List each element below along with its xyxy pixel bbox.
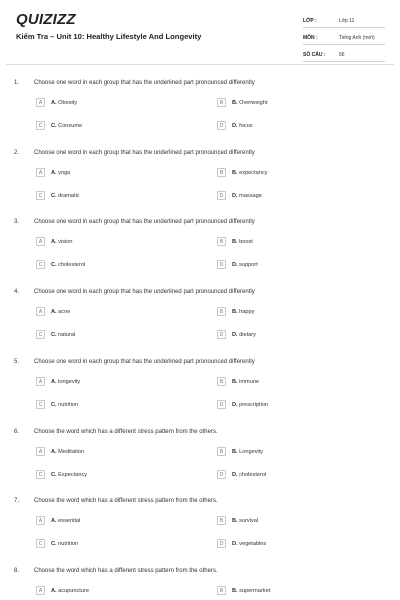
- option-a[interactable]: [36, 167, 70, 178]
- option-letter-box[interactable]: A: [36, 447, 45, 456]
- option-d[interactable]: [217, 120, 253, 131]
- question-number: 3.: [14, 219, 20, 225]
- question-number: 6.: [14, 429, 20, 435]
- option-a[interactable]: [36, 585, 89, 596]
- option-label: C.: [51, 122, 57, 129]
- option-text: [232, 262, 258, 268]
- option-label: C.: [51, 192, 57, 199]
- option-value: massage: [239, 192, 262, 199]
- option-b[interactable]: [217, 306, 254, 317]
- option-letter-box[interactable]: C: [36, 400, 45, 409]
- option-letter-box[interactable]: D: [217, 330, 226, 339]
- option-c[interactable]: [36, 259, 85, 270]
- option-value: cholesterol: [239, 471, 267, 478]
- option-text: [51, 402, 78, 408]
- meta-value: Tiếng Anh (mới): [339, 35, 375, 41]
- option-d[interactable]: [217, 329, 256, 340]
- option-value: Longevity: [239, 448, 264, 455]
- option-text: [232, 518, 258, 524]
- option-letter-box[interactable]: D: [217, 539, 226, 548]
- option-value: acne: [58, 308, 71, 315]
- option-text: [51, 472, 87, 478]
- option-b[interactable]: [217, 446, 263, 457]
- option-label: C.: [51, 471, 57, 478]
- option-label: D.: [232, 122, 238, 129]
- option-letter-box[interactable]: A: [36, 516, 45, 525]
- option-text: [51, 262, 85, 268]
- option-b[interactable]: [217, 236, 253, 247]
- option-d[interactable]: [217, 469, 266, 480]
- option-value: dramatic: [58, 192, 80, 199]
- option-label: C.: [51, 261, 57, 268]
- option-text: [51, 100, 77, 106]
- option-label: B.: [232, 587, 238, 594]
- option-letter-box[interactable]: D: [217, 260, 226, 269]
- option-value: yoga: [58, 169, 71, 176]
- option-letter-box[interactable]: C: [36, 191, 45, 200]
- question-number: 2.: [14, 150, 20, 156]
- option-letter-box[interactable]: D: [217, 400, 226, 409]
- option-c[interactable]: [36, 120, 82, 131]
- option-label: C.: [51, 401, 57, 408]
- option-letter-box[interactable]: B: [217, 98, 226, 107]
- option-letter-box[interactable]: D: [217, 121, 226, 130]
- option-c[interactable]: [36, 538, 78, 549]
- option-value: Obesity: [58, 99, 78, 106]
- option-value: vision: [58, 238, 73, 245]
- option-a[interactable]: [36, 97, 77, 108]
- option-label: A.: [51, 448, 57, 455]
- question-text: Choose one word in each group that has the underlined part pronounced differently: [34, 289, 255, 295]
- option-text: [51, 541, 78, 547]
- question-number: 7.: [14, 498, 20, 504]
- option-letter-box[interactable]: C: [36, 330, 45, 339]
- option-letter-box[interactable]: B: [217, 168, 226, 177]
- question-number: 4.: [14, 289, 20, 295]
- option-text: [51, 309, 70, 315]
- question-text: Choose the word which has a different stress pattern from the others.: [34, 429, 218, 435]
- question-text: Choose one word in each group that has the underlined part pronounced differently: [34, 219, 255, 225]
- option-value: supermarket: [239, 587, 271, 594]
- option-a[interactable]: [36, 376, 80, 387]
- option-label: D.: [232, 192, 238, 199]
- option-value: nutrition: [58, 401, 79, 408]
- option-d[interactable]: [217, 259, 258, 270]
- option-text: [51, 239, 72, 245]
- option-label: D.: [232, 331, 238, 338]
- option-letter-box[interactable]: B: [217, 377, 226, 386]
- meta-row-subject: [303, 28, 385, 45]
- option-b[interactable]: [217, 376, 259, 387]
- option-label: A.: [51, 517, 57, 524]
- option-text: [232, 100, 267, 106]
- option-text: [232, 472, 266, 478]
- meta-value: Lớp 11: [339, 18, 355, 24]
- option-text: [51, 588, 89, 594]
- option-text: [232, 170, 267, 176]
- option-label: C.: [51, 540, 57, 547]
- option-text: [51, 123, 82, 129]
- option-letter-box[interactable]: C: [36, 121, 45, 130]
- option-label: A.: [51, 238, 57, 245]
- option-value: focus: [239, 122, 253, 129]
- question-text: Choose one word in each group that has the underlined part pronounced differently: [34, 359, 255, 365]
- option-value: expectancy: [239, 169, 268, 176]
- option-b[interactable]: [217, 97, 267, 108]
- option-text: [51, 379, 80, 385]
- option-value: longevity: [58, 378, 81, 385]
- page-title: Kiểm Tra – Unit 10: Healthy Lifestyle And Longevity: [16, 32, 202, 41]
- option-a[interactable]: [36, 236, 72, 247]
- option-label: D.: [232, 471, 238, 478]
- meta-box: [303, 11, 385, 62]
- question-text: Choose one word in each group that has the underlined part pronounced differently: [34, 150, 255, 156]
- option-label: A.: [51, 308, 57, 315]
- option-label: A.: [51, 378, 57, 385]
- option-text: [51, 170, 70, 176]
- option-value: natural: [58, 331, 76, 338]
- option-letter-box[interactable]: D: [217, 191, 226, 200]
- option-text: [51, 449, 84, 455]
- option-letter-box[interactable]: B: [217, 307, 226, 316]
- option-value: acupuncture: [58, 587, 89, 594]
- option-value: boost: [239, 238, 253, 245]
- question-text: Choose the word which has a different stress pattern from the others.: [34, 498, 218, 504]
- option-text: [51, 332, 75, 338]
- option-c[interactable]: [36, 469, 87, 480]
- option-letter-box[interactable]: A: [36, 307, 45, 316]
- option-value: Consume: [58, 122, 83, 129]
- option-value: happy: [239, 308, 255, 315]
- option-c[interactable]: [36, 329, 75, 340]
- meta-key: SỐ CÂU :: [303, 52, 326, 58]
- option-letter-box[interactable]: B: [217, 516, 226, 525]
- option-text: [232, 239, 253, 245]
- option-value: Overweight: [239, 99, 268, 106]
- option-a[interactable]: [36, 515, 80, 526]
- option-letter-box[interactable]: A: [36, 98, 45, 107]
- meta-key: LỚP :: [303, 18, 317, 24]
- option-value: survival: [239, 517, 259, 524]
- option-value: immune: [239, 378, 260, 385]
- question-text: Choose one word in each group that has the underlined part pronounced differently: [34, 80, 255, 86]
- option-label: B.: [232, 169, 238, 176]
- option-a[interactable]: [36, 446, 84, 457]
- question-number: 1.: [14, 80, 20, 86]
- option-letter-box[interactable]: A: [36, 586, 45, 595]
- option-text: [232, 588, 270, 594]
- option-label: B.: [232, 448, 238, 455]
- option-label: D.: [232, 261, 238, 268]
- question-number: 8.: [14, 568, 20, 574]
- option-value: vegetables: [239, 540, 267, 547]
- option-letter-box[interactable]: C: [36, 539, 45, 548]
- option-value: Meditation: [58, 448, 84, 455]
- option-d[interactable]: [217, 190, 262, 201]
- meta-key: MÔN :: [303, 35, 318, 41]
- option-text: [232, 449, 263, 455]
- option-letter-box[interactable]: A: [36, 168, 45, 177]
- option-value: support: [239, 261, 258, 268]
- option-label: B.: [232, 378, 238, 385]
- option-label: A.: [51, 99, 57, 106]
- option-letter-box[interactable]: A: [36, 237, 45, 246]
- option-text: [232, 541, 266, 547]
- option-text: [232, 379, 259, 385]
- option-b[interactable]: [217, 167, 267, 178]
- option-text: [232, 332, 256, 338]
- option-label: D.: [232, 401, 238, 408]
- option-letter-box[interactable]: D: [217, 470, 226, 479]
- option-value: nutrition: [58, 540, 79, 547]
- question-text: Choose the word which has a different stress pattern from the others.: [34, 568, 218, 574]
- option-label: B.: [232, 238, 238, 245]
- option-letter-box[interactable]: C: [36, 260, 45, 269]
- option-c[interactable]: [36, 399, 78, 410]
- option-value: cholesterol: [58, 261, 86, 268]
- option-label: A.: [51, 169, 57, 176]
- option-text: [51, 518, 80, 524]
- option-value: prescription: [239, 401, 269, 408]
- option-value: Expectancy: [58, 471, 88, 478]
- option-text: [232, 193, 262, 199]
- option-value: dietary: [239, 331, 256, 338]
- quizizz-logo: QUIZIZZ: [16, 11, 76, 28]
- option-letter-box[interactable]: B: [217, 447, 226, 456]
- option-d[interactable]: [217, 399, 268, 410]
- option-label: A.: [51, 587, 57, 594]
- option-label: D.: [232, 540, 238, 547]
- header-divider: [6, 64, 394, 65]
- option-c[interactable]: [36, 190, 80, 201]
- question-number: 5.: [14, 359, 20, 365]
- option-value: essential: [58, 517, 81, 524]
- meta-row-class: [303, 11, 385, 28]
- option-text: [232, 309, 254, 315]
- meta-row-count: [303, 45, 385, 62]
- option-d[interactable]: [217, 538, 266, 549]
- option-label: C.: [51, 331, 57, 338]
- option-text: [51, 193, 80, 199]
- option-label: B.: [232, 517, 238, 524]
- option-text: [232, 402, 268, 408]
- meta-value: 56: [339, 52, 345, 58]
- option-label: B.: [232, 99, 238, 106]
- option-letter-box[interactable]: B: [217, 237, 226, 246]
- option-letter-box[interactable]: B: [217, 586, 226, 595]
- option-label: B.: [232, 308, 238, 315]
- option-b[interactable]: [217, 585, 270, 596]
- option-text: [232, 123, 253, 129]
- option-a[interactable]: [36, 306, 70, 317]
- option-letter-box[interactable]: A: [36, 377, 45, 386]
- option-b[interactable]: [217, 515, 258, 526]
- option-letter-box[interactable]: C: [36, 470, 45, 479]
